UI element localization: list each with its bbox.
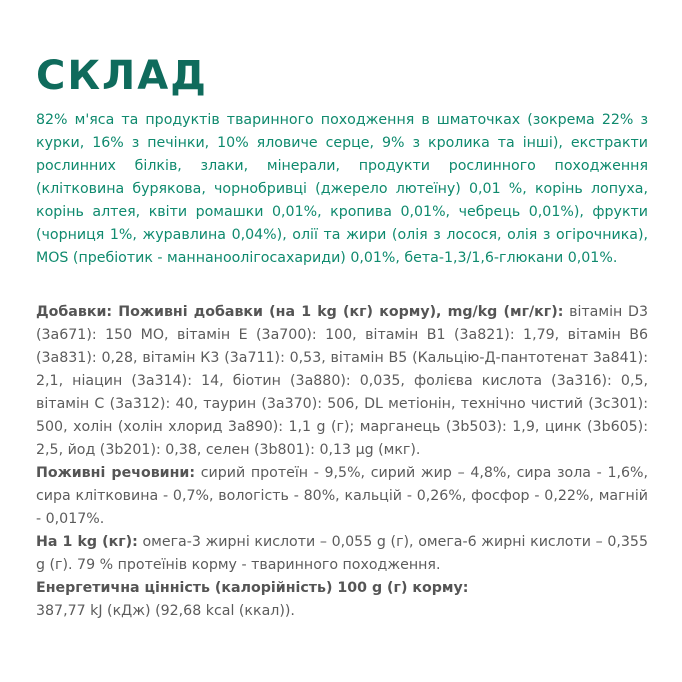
nutrients-paragraph: [36, 462, 648, 531]
nutrients-text: сирий протеїн - 9,5%, сирий жир – 4,8%, сира зола - 1,6%, сира клітковина - 0,7%, вологість - 80%, кальцій - 0,26%, фосфор - 0,22%, магній - 0,017%.: [36, 465, 648, 527]
per-kg-paragraph: [36, 531, 648, 577]
composition-text: 82% м'яса та продуктів тваринного походження в шматочках (зокрема 22% з курки, 16% з печінки, 10% яловиче серце, 9% з кролика та інші), екстракти рослинних білків, злаки, мінерали, продукти рослинного походження (клітковина бурякова, чорнобривці (джерело лютеїну) 0,01 %, корінь лопуха, корінь алтея, квіти ромашки 0,01%, кропива 0,01%, чебрець 0,01%), фрукти (чорниця 1%, журавлина 0,04%), олії та жири (олія з лосося, олія з огірочника), MOS (пребіотик - маннаноолігосахариди) 0,01%, бета-1,3/1,6-глюкани 0,01%.: [36, 112, 648, 266]
nutrients-label: Поживні речовини:: [36, 465, 196, 481]
per-kg-label: На 1 kg (кг):: [36, 534, 138, 550]
per-kg-text: омега-3 жирні кислоти – 0,055 g (г), омега-6 жирні кислоти – 0,355 g (г). 79 % протеїнів корму - тваринного походження.: [36, 534, 648, 573]
nutrition-details: [36, 301, 648, 623]
additives-label: Добавки: Поживні добавки (на 1 kg (кг) корму), mg/kg (мг/кг):: [36, 304, 564, 320]
energy-paragraph: [36, 577, 648, 623]
page-title: СКЛАД: [36, 53, 208, 99]
additives-paragraph: [36, 301, 648, 462]
additives-text: вітамін D3 (3a671): 150 МО, вітамін E (3a700): 100, вітамін B1 (3a821): 1,79, вітамін B6 (3a831): 0,28, вітамін К3 (3a711): 0,53, вітамін В5 (Кальцію-Д-пантотенат 3a841): 2,1, ніацин (3a314): 14, біотин (3a880): 0,035, фолієва кислота (3a316): 0,5, вітамін C (3a312): 40, таурин (3a370): 506, DL метіонін, технічно чистий (3c301): 500, холін (холін хлорид 3a890): 1,1 g (г); марганець (3b503): 1,9, цинк (3b605): 2,5, йод (3b201): 0,38, селен (3b801): 0,13 µg (мкг).: [36, 304, 648, 458]
energy-text: 387,77 kJ (кДж) (92,68 kcal (ккал)).: [36, 603, 295, 619]
energy-label: Енергетична цінність (калорійність) 100 g (г) корму:: [36, 580, 469, 596]
